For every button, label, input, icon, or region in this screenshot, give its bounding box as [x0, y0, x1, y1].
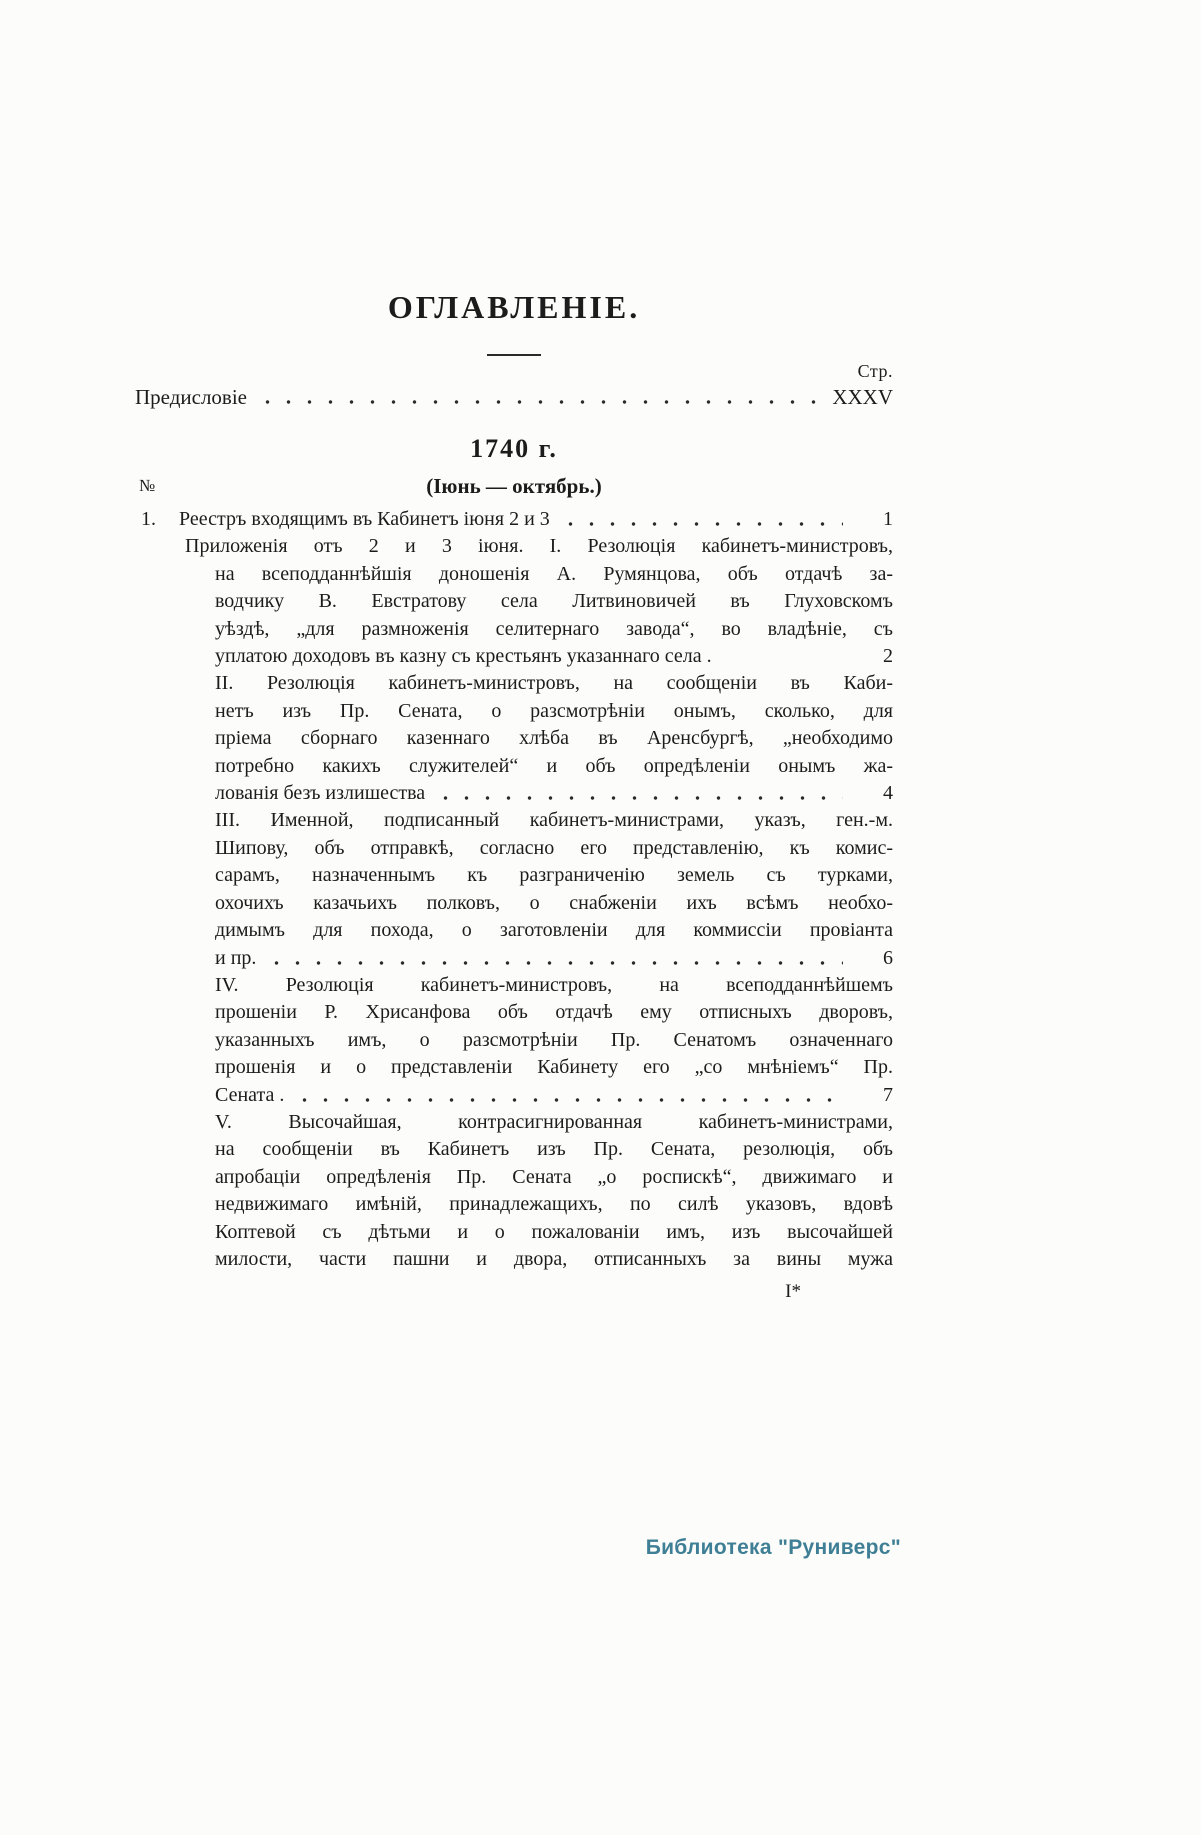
page-number: 1: [883, 508, 893, 530]
line-text: Сената .: [215, 1083, 285, 1106]
line-text: уплатою доходовъ въ казну съ крестьянъ указаннаго села .: [215, 645, 712, 668]
line-text: охочихъ казачьихъ полковъ, о снабженіи ихъ всѣмъ необхо-: [215, 891, 893, 914]
toc-line: [135, 506, 893, 533]
page-content: [135, 288, 893, 1303]
line-text: пріема сборнаго казеннаго хлѣба въ Аренсбургѣ, „необходимо: [215, 727, 893, 750]
subheading-row: [135, 472, 893, 502]
preface-label: Предисловіе: [135, 385, 248, 409]
number-column-label: №: [139, 476, 156, 495]
toc-line: [135, 890, 893, 917]
line-text: и пр.: [215, 946, 257, 969]
toc-line: [135, 780, 893, 807]
toc-line: [135, 917, 893, 944]
page-column-label: Стр.: [857, 361, 893, 381]
page-number: 7: [883, 1083, 893, 1106]
line-text: указанныхъ имъ, о разсмотрѣніи Пр. Сенатомъ означеннаго: [215, 1028, 893, 1051]
page-number: 2: [883, 645, 893, 668]
toc-line: [135, 945, 893, 972]
year-heading: 1740 г.: [470, 434, 558, 463]
dot-leader: [435, 780, 843, 807]
toc-line: [135, 588, 893, 615]
line-text: потребно какихъ служителей“ и объ опредѣленіи онымъ жа-: [215, 754, 893, 777]
page-title: ОГЛАВЛЕНІЕ.: [387, 289, 641, 325]
line-text: прошенія и о представленіи Кабинету его „со мнѣніемъ“ Пр.: [215, 1056, 893, 1079]
toc-line: [135, 670, 893, 697]
line-text: Коптевой съ дѣтьми и о пожалованіи имъ, изъ высочайшей: [215, 1220, 893, 1243]
toc-line: [135, 1054, 893, 1081]
toc-line: [135, 1219, 893, 1246]
toc-line: [135, 616, 893, 643]
preface-page-number: XXXV: [832, 385, 893, 409]
toc-lines: [135, 506, 893, 1273]
toc-line: [135, 807, 893, 834]
signature-mark: І*: [785, 1281, 801, 1303]
line-text: нетъ изъ Пр. Сената, о разсмотрѣніи онымъ, сколько, для: [215, 699, 893, 722]
line-text: Реестръ входящимъ въ Кабинетъ іюня 2 и 3: [179, 508, 550, 530]
line-text: милости, части пашни и двора, отписанныхъ за вины мужа: [215, 1247, 893, 1270]
toc-line: [135, 753, 893, 780]
line-text: водчику В. Евстратову села Литвиновичей въ Глуховскомъ: [215, 590, 893, 613]
page-number: 6: [883, 946, 893, 969]
page-number: 4: [883, 782, 893, 805]
toc-line: [135, 725, 893, 752]
dot-leader: [257, 382, 822, 412]
dot-leader: [266, 945, 843, 972]
toc-line: [135, 972, 893, 999]
line-text: на всеподданнѣйшія доношенія А. Румянцова, объ отдачѣ за-: [215, 562, 893, 585]
toc-line: [135, 561, 893, 588]
toc-line: [135, 533, 893, 560]
toc-line: [135, 835, 893, 862]
line-text: Приложенія отъ 2 и 3 іюня. I. Резолюція кабинетъ-министровъ,: [185, 535, 893, 558]
line-text: прошеніи Р. Хрисанфова объ отдачѣ ему отписныхъ дворовъ,: [215, 1001, 893, 1024]
toc-line: [135, 1136, 893, 1163]
toc-line: [135, 1082, 893, 1109]
item-number: 1.: [141, 508, 156, 530]
line-text: недвижимаго имѣній, принадлежащихъ, по силѣ указовъ, вдовѣ: [215, 1193, 893, 1216]
line-text: на сообщеніи въ Кабинетъ изъ Пр. Сената, резолюція, объ: [215, 1138, 893, 1161]
line-text: сарамъ, назначеннымъ къ разграниченію земель съ турками,: [215, 864, 893, 887]
title-divider: [487, 354, 541, 356]
period-subtitle: (Іюнь — октябрь.): [426, 474, 602, 498]
toc-line: [135, 1164, 893, 1191]
line-text: III. Именной, подписанный кабинетъ-министрами, указъ, ген.-м.: [215, 809, 893, 832]
toc-line: [135, 999, 893, 1026]
line-text: V. Высочайшая, контрасигнированная кабинетъ-министрами,: [215, 1110, 893, 1133]
dot-leader: [294, 1082, 843, 1109]
toc-line: [135, 643, 893, 670]
toc-line: [135, 1246, 893, 1273]
toc-line: [135, 1109, 893, 1136]
line-text: IV. Резолюція кабинетъ-министровъ, на всеподданнѣйшемъ: [215, 973, 893, 996]
library-watermark: Библиотека "Руниверс": [645, 1536, 901, 1559]
toc-line: [135, 862, 893, 889]
line-text: апробаціи опредѣленія Пр. Сената „о роспискѣ“, движимаго и: [215, 1165, 893, 1188]
toc-line: [135, 1191, 893, 1218]
preface-entry: [135, 382, 893, 412]
line-text: Шипову, объ отправкѣ, согласно его представленію, къ комис-: [215, 836, 893, 859]
toc-line: [135, 1027, 893, 1054]
dot-leader: [560, 506, 843, 533]
line-text: димымъ для похода, о заготовленіи для коммиссіи провіанта: [215, 919, 893, 942]
line-text: лованія безъ излишества: [215, 782, 426, 805]
line-text: уѣздѣ, „для размноженія селитернаго завода“, во владѣніе, съ: [215, 617, 893, 640]
line-text: II. Резолюція кабинетъ-министровъ, на сообщеніи въ Каби-: [215, 672, 893, 695]
toc-line: [135, 698, 893, 725]
